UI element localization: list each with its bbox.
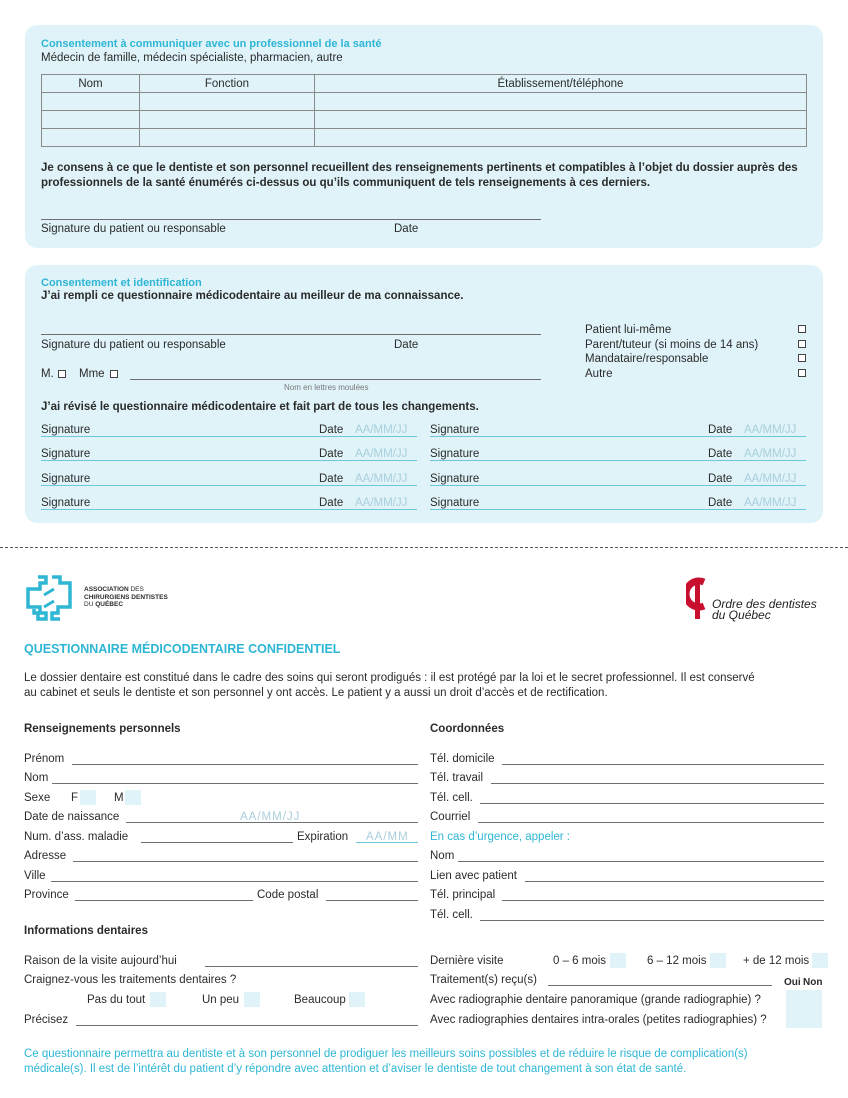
column-header: Fonction (140, 75, 315, 93)
last-visit-label: Dernière visite (430, 955, 504, 967)
dental-heading: Informations dentaires (24, 925, 148, 937)
consent-id-title: Consentement et identification (41, 277, 202, 289)
city-label: Ville (24, 870, 46, 882)
revision-date-field[interactable]: AA/MM/JJ (355, 424, 408, 436)
province-input[interactable] (75, 900, 253, 901)
revision-signature-label: Signature (41, 497, 91, 509)
cell-phone-input[interactable] (480, 803, 824, 804)
consent-statement-line1: Je consens à ce que le dentiste et son personnel recueillent des renseignements pertinents et compatibles à l’objet du dossier auprès des (41, 162, 798, 174)
footer-line1: Ce questionnaire permettra au dentiste et à son personnel de prodiguer les meilleurs soins possibles et de réduire le risque de complication(s) (24, 1048, 748, 1060)
mr-label: M. (41, 368, 54, 380)
association-line2: CHIRURGIENS DENTISTES (84, 593, 168, 601)
mr-checkbox[interactable] (58, 370, 66, 378)
table-cell[interactable] (140, 93, 315, 111)
column-header: Nom (42, 75, 140, 93)
specify-input[interactable] (76, 1025, 418, 1026)
cell-phone2-input[interactable] (480, 920, 824, 921)
ordre-line2: du Québec (712, 608, 771, 622)
revision-signature-label: Signature (41, 424, 91, 436)
consent-id-statement: J’ai rempli ce questionnaire médicodentaire au meilleur de ma connaissance. (41, 290, 464, 302)
mrs-label: Mme (79, 368, 105, 380)
a-lot-checkbox[interactable] (349, 992, 365, 1007)
a-lot-label: Beaucoup (294, 994, 346, 1006)
respondent-option: Patient lui-même (585, 324, 672, 336)
ordre-name (712, 599, 817, 621)
association-logo-icon (24, 573, 74, 623)
sex-f-label: F (71, 792, 79, 804)
revision-signature-label: Signature (41, 473, 91, 485)
signature-line[interactable] (41, 219, 541, 220)
table-row (42, 111, 807, 129)
name-label: Nom (24, 772, 49, 784)
revision-signature-label: Signature (430, 448, 480, 460)
table-row (42, 129, 807, 147)
sex-f-checkbox[interactable] (80, 790, 96, 805)
table-cell[interactable] (314, 93, 806, 111)
table-cell[interactable] (42, 111, 140, 129)
relation-label: Lien avec patient (430, 870, 517, 882)
respondent-checkbox[interactable] (798, 354, 806, 362)
email-label: Courriel (430, 811, 471, 823)
range2-checkbox[interactable] (710, 953, 726, 968)
panoramic-label: Avec radiographie dentaire panoramique (grande radiographie) ? (430, 994, 761, 1006)
association-line1b: DES (130, 586, 144, 593)
xray-answer-box[interactable] (786, 990, 822, 1028)
date-label: Date (394, 223, 419, 235)
cut-line (0, 547, 848, 548)
revision-date-label: Date (708, 448, 733, 460)
expiration-label: Expiration (297, 831, 349, 843)
intraoral-label: Avec radiographies dentaires intra-orales (petites radiographies) ? (430, 1014, 767, 1026)
revision-date-field[interactable]: AA/MM/JJ (355, 497, 408, 509)
revision-date-label: Date (319, 473, 344, 485)
yes-label: Oui (784, 977, 801, 988)
respondent-option: Mandataire/responsable (585, 353, 709, 365)
revision-date-label: Date (319, 424, 344, 436)
cell-phone-label: Tél. cell. (430, 792, 473, 804)
revision-signature-label: Signature (430, 473, 480, 485)
province-label: Province (24, 889, 69, 901)
consent-contact-subtitle: Médecin de famille, médecin spécialiste, pharmacien, autre (41, 52, 343, 64)
mrs-checkbox[interactable] (110, 370, 118, 378)
emergency-name-label: Nom (430, 850, 455, 862)
home-phone-input[interactable] (502, 764, 824, 765)
ordre-logo-icon (686, 576, 710, 620)
printed-name-line[interactable] (130, 379, 541, 380)
table-cell[interactable] (42, 129, 140, 147)
sex-m-checkbox[interactable] (125, 790, 141, 805)
table-cell[interactable] (314, 129, 806, 147)
association-line3a: DU (84, 601, 94, 608)
first-name-input[interactable] (72, 764, 418, 765)
intro-line1: Le dossier dentaire est constitué dans le cadre des soins qui seront prodigués : il est protégé par la loi et le secret professionnel. Il est conservé (24, 672, 755, 684)
respondent-checkbox[interactable] (798, 340, 806, 348)
health-insurance-label: Num. d’ass. maladie (24, 831, 129, 843)
revision-date-field[interactable]: AA/MM/JJ (355, 448, 408, 460)
contacts-table (41, 74, 807, 147)
emergency-label: En cas d’urgence, appeler : (430, 831, 571, 843)
address-input[interactable] (73, 861, 418, 862)
health-insurance-input[interactable] (141, 842, 293, 843)
revision-date-field[interactable]: AA/MM/JJ (355, 473, 408, 485)
birth-date-label: Date de naissance (24, 811, 120, 823)
revision-date-label: Date (708, 497, 733, 509)
consent-statement-line2: professionnels de la santé énumérés ci-dessus ou qu’ils communiquent de tels renseignements à ces derniers. (41, 177, 651, 189)
range1-checkbox[interactable] (610, 953, 626, 968)
ordre-line1: Ordre des dentistes (712, 597, 817, 611)
city-input[interactable] (51, 881, 418, 882)
contact-heading: Coordonnées (430, 723, 505, 735)
expiration-placeholder: AA/MM (366, 831, 409, 843)
range3-checkbox[interactable] (812, 953, 828, 968)
treatments-input[interactable] (548, 985, 772, 986)
treatments-label: Traitement(s) reçu(s) (430, 974, 537, 986)
respondent-option: Parent/tuteur (si moins de 14 ans) (585, 339, 759, 351)
postal-code-input[interactable] (326, 900, 418, 901)
emergency-name-input[interactable] (458, 861, 824, 862)
table-cell[interactable] (140, 129, 315, 147)
questionnaire-title: QUESTIONNAIRE MÉDICODENTAIRE CONFIDENTIEL (24, 642, 341, 656)
revision-signature-label: Signature (430, 424, 480, 436)
revision-signature-label: Signature (430, 497, 480, 509)
relation-input[interactable] (525, 881, 824, 882)
respondent-checkbox[interactable] (798, 325, 806, 333)
revision-date-label: Date (708, 473, 733, 485)
birth-date-placeholder: AA/MM/JJ (240, 811, 301, 823)
footer-line2: médicale(s). Il est de l’intérêt du patient d’y répondre avec attention et d’aviser le dentiste de tout changement à son état de santé. (24, 1063, 687, 1075)
consent-contact-title: Consentement à communiquer avec un professionnel de la santé (41, 38, 382, 50)
signature-label: Signature du patient ou responsable (41, 223, 226, 235)
revision-date-field[interactable]: AA/MM/JJ (744, 497, 797, 509)
range3-label: + de 12 mois (743, 955, 810, 967)
a-little-label: Un peu (202, 994, 240, 1006)
main-phone-input[interactable] (502, 900, 824, 901)
fear-question: Craignez-vous les traitements dentaires ? (24, 974, 237, 986)
sex-m-label: M (114, 792, 124, 804)
email-input[interactable] (478, 822, 824, 823)
cell-phone2-label: Tél. cell. (430, 909, 473, 921)
table-row (42, 93, 807, 111)
revision-signature-label: Signature (41, 448, 91, 460)
name-input[interactable] (52, 783, 418, 784)
work-phone-label: Tél. travail (430, 772, 484, 784)
specify-label: Précisez (24, 1014, 69, 1026)
revision-date-field[interactable]: AA/MM/JJ (744, 473, 797, 485)
not-at-all-checkbox[interactable] (150, 992, 166, 1007)
association-name (84, 586, 168, 609)
a-little-checkbox[interactable] (244, 992, 260, 1007)
revision-date-field[interactable]: AA/MM/JJ (744, 448, 797, 460)
column-header: Établissement/téléphone (314, 75, 806, 93)
range2-label: 6 – 12 mois (647, 955, 707, 967)
intro-line2: au cabinet et seuls le dentiste et son personnel y ont accès. Le patient y a aussi un droit d’accès et de rectification. (24, 687, 608, 699)
association-line1: ASSOCIATION (84, 586, 129, 593)
no-label: Non (803, 977, 823, 988)
date-label: Date (394, 339, 419, 351)
sex-label: Sexe (24, 792, 51, 804)
signature-line[interactable] (41, 334, 541, 335)
printed-name-caption: Nom en lettres moulées (284, 383, 369, 392)
address-label: Adresse (24, 850, 67, 862)
table-cell[interactable] (314, 111, 806, 129)
table-cell[interactable] (140, 111, 315, 129)
revision-date-label: Date (708, 424, 733, 436)
table-cell[interactable] (42, 93, 140, 111)
signature-label: Signature du patient ou responsable (41, 339, 226, 351)
first-name-label: Prénom (24, 753, 65, 765)
range1-label: 0 – 6 mois (553, 955, 607, 967)
main-phone-label: Tél. principal (430, 889, 496, 901)
association-line3b: QUÉBEC (95, 601, 124, 608)
revision-date-label: Date (319, 497, 344, 509)
revision-date-field[interactable]: AA/MM/JJ (744, 424, 797, 436)
work-phone-input[interactable] (491, 783, 824, 784)
visit-reason-label: Raison de la visite aujourd’hui (24, 955, 177, 967)
visit-reason-input[interactable] (205, 966, 418, 967)
revision-statement: J’ai révisé le questionnaire médicodentaire et fait part de tous les changements. (41, 401, 479, 413)
respondent-option: Autre (585, 368, 613, 380)
respondent-checkbox[interactable] (798, 369, 806, 377)
personal-heading: Renseignements personnels (24, 723, 181, 735)
not-at-all-label: Pas du tout (87, 994, 146, 1006)
revision-date-label: Date (319, 448, 344, 460)
postal-code-label: Code postal (257, 889, 319, 901)
home-phone-label: Tél. domicile (430, 753, 495, 765)
